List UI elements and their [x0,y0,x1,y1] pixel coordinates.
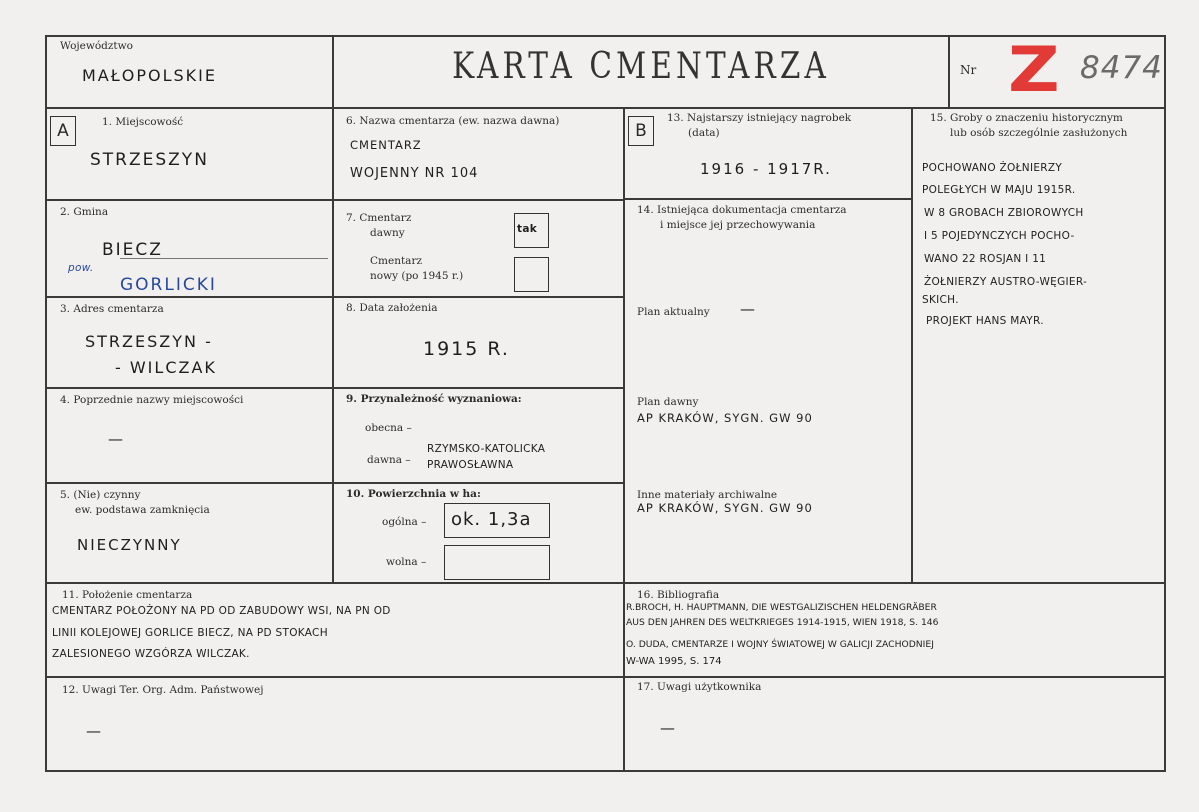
frame-right [1164,35,1166,772]
field-16-line: O. DUDA, CMENTARZE I WOJNY ŚWIATOWEJ W GALICJI ZACHODNIEJ [626,639,934,650]
plan-old-value: AP KRAKÓW, SYGN. GW 90 [637,411,813,425]
field-10-free-label: wolna – [386,556,427,568]
field-7-new-label: Cmentarz [370,255,422,267]
field-2-powiat: GORLICKI [120,275,217,295]
field-9-label: 9. Przynależność wyznaniowa: [346,393,522,405]
plan-current-value: — [740,300,757,318]
field-15-sublabel: lub osób szczególnie zasłużonych [950,127,1128,139]
other-materials-value: AP KRAKÓW, SYGN. GW 90 [637,501,813,515]
field-10-total-value: ok. 1,3a [451,509,532,530]
field-11-line: LINII KOLEJOWEJ GORLICE BIECZ, NA PD STOKACH [52,627,328,639]
field-11-line: CMENTARZ POŁOŻONY NA PD OD ZABUDOWY WSI, NA PN OD [52,605,391,617]
field-14-sublabel: i miejsce jej przechowywania [660,219,816,231]
rule-col-2 [623,107,625,770]
frame-header-bottom [45,107,1166,109]
field-12-value: — [86,722,103,740]
field-7-new-box [514,257,549,292]
field-15-line: POLEGŁYCH W MAJU 1915R. [922,184,1076,196]
nr-stamp-prefix: Z [1008,33,1060,106]
field-14-label: 14. Istniejąca dokumentacja cmentarza [637,204,847,216]
field-17-value: — [660,719,677,737]
field-13-value: 1916 - 1917R. [700,160,832,178]
field-7-old-value: tak [517,223,537,235]
field-16-label: 16. Bibliografia [637,589,720,601]
field-10-free-box [444,545,550,580]
field-16-line: R.BROCH, H. HAUPTMANN, DIE WESTGALIZISCHEN HELDENGRÄBER [626,602,937,613]
field-10-total-label: ogólna – [382,516,427,528]
field-13-label: 13. Najstarszy istniejący nagrobek [667,112,852,124]
field-13-sublabel: (data) [688,127,720,139]
field-7-label: 7. Cmentarz [346,212,412,224]
other-materials-label: Inne materiały archiwalne [637,489,778,501]
rule-row-5 [45,482,623,484]
field-2-label: 2. Gmina [60,206,109,218]
field-15-line: WANO 22 ROSJAN I 11 [924,253,1047,265]
voivodeship-value: MAŁOPOLSKIE [82,66,217,85]
field-9-former-line2: PRAWOSŁAWNA [427,459,514,471]
rule-col-3 [911,107,913,584]
field-15-line: W 8 GROBACH ZBIOROWYCH [924,207,1084,219]
card-title: KARTA CMENTARZA [452,46,830,87]
field-15-label: 15. Groby o znaczeniu historycznym [930,112,1123,124]
field-5-value: NIECZYNNY [77,536,182,554]
section-a-letter: A [50,116,76,146]
section-b-letter: B [628,116,654,146]
field-6-line1: CMENTARZ [350,138,422,152]
rule-row-2 [45,199,623,201]
field-11-line: ZALESIONEGO WZGÓRZA WILCZAK. [52,648,250,660]
rule-row-3 [45,296,623,298]
field-4-value: — [108,430,125,448]
field-15-line: SKICH. [922,294,959,306]
field-2-powiat-prefix: pow. [68,262,94,274]
field-15-line: POCHOWANO ŻOŁNIERZY [922,162,1063,174]
field-4-label: 4. Poprzednie nazwy miejscowości [60,394,244,406]
field-15-line: ŻOŁNIERZY AUSTRO-WĘGIER- [924,276,1088,288]
field-3-line2: - WILCZAK [115,358,217,377]
rule-b-14 [623,198,911,200]
field-12-label: 12. Uwagi Ter. Org. Adm. Państwowej [62,684,264,696]
nr-label: Nr [960,63,977,77]
field-15-line: PROJEKT HANS MAYR. [926,315,1044,327]
field-7-new-sublabel: nowy (po 1945 r.) [370,270,464,282]
field-9-current-label: obecna – [365,422,412,434]
field-9-former-label: dawna – [367,454,411,466]
field-2-value: BIECZ [102,240,163,260]
field-7-sublabel: dawny [370,227,405,239]
field-5-sublabel: ew. podstawa zamknięcia [75,504,210,516]
field-6-label: 6. Nazwa cmentarza (ew. nazwa dawna) [346,115,560,127]
field-15-line: I 5 POJEDYNCZYCH POCHO- [924,230,1075,242]
field-6-line2: WOJENNY NR 104 [350,166,479,181]
field-11-label: 11. Położenie cmentarza [62,589,193,601]
rule-bottom-top [45,582,1166,584]
frame-left [45,35,47,772]
field-9-former-line1: RZYMSKO-KATOLICKA [427,443,546,455]
field-3-label: 3. Adres cmentarza [60,303,164,315]
field-1-label: 1. Miejscowość [102,116,184,128]
field-16-line: W-WA 1995, S. 174 [626,656,722,667]
field-1-value: STRZESZYN [90,150,209,170]
field-16-line: AUS DEN JAHREN DES WELTKRIEGES 1914-1915, WIEN 1918, S. 146 [626,617,939,628]
plan-current-label: Plan aktualny [637,306,710,318]
rule-bottom-mid [45,676,1166,678]
field-17-label: 17. Uwagi użytkownika [637,681,762,693]
plan-old-label: Plan dawny [637,396,699,408]
rule-col-nr [948,35,950,109]
field-10-label: 10. Powierzchnia w ha: [346,488,481,500]
voivodeship-label: Województwo [60,40,133,52]
field-8-label: 8. Data założenia [346,302,438,314]
field-8-value: 1915 R. [423,338,510,360]
nr-value: 8474 [1080,50,1163,86]
frame-bottom [45,770,1166,772]
field-5-label: 5. (Nie) czynny [60,489,141,501]
field-3-line1: STRZESZYN - [85,332,213,351]
rule-row-4 [45,387,623,389]
frame-top [45,35,1166,37]
rule-col-1 [332,35,334,584]
